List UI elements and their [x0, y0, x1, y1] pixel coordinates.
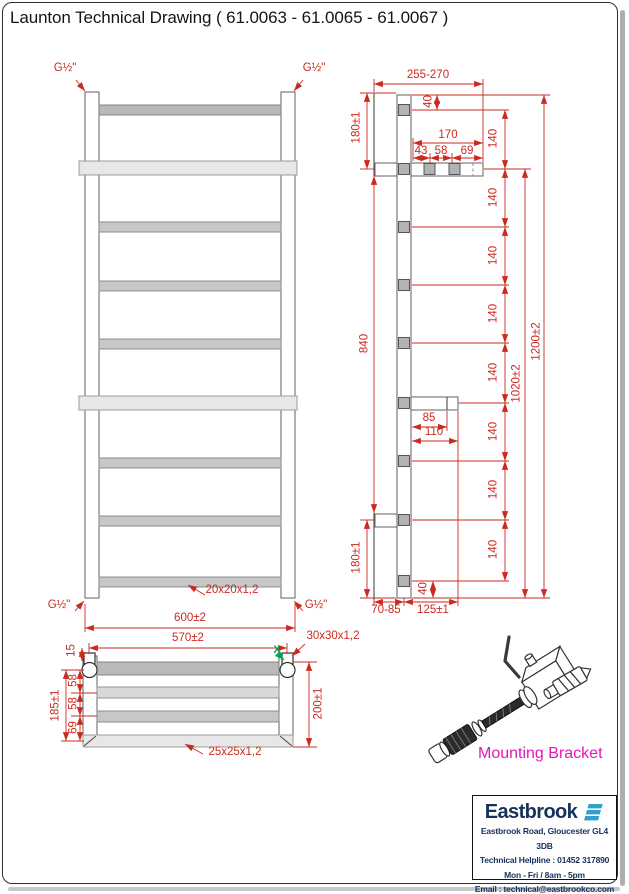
- dim-bracket-seg-a: 43: [414, 145, 428, 157]
- rail-bar: [99, 339, 281, 349]
- dim-bar-pitch: 140: [487, 362, 500, 383]
- pipe-nut-right: [280, 663, 295, 678]
- dim-wall-distance: 255-270: [406, 69, 450, 81]
- green-x-marker: X: [273, 644, 281, 656]
- wall-bracket-plate-bottom: [375, 514, 397, 527]
- dim-bar-pitch: 140: [487, 421, 500, 442]
- dim-bottom-drop: 180±1: [350, 541, 363, 574]
- dim-bracket-seg-b: 58: [434, 145, 448, 157]
- rail-bar: [99, 458, 281, 468]
- dim-depth-right: 200±1: [312, 687, 325, 720]
- dim-bar-pitch: 140: [487, 128, 500, 149]
- dim-bracket-span: 840: [358, 333, 371, 354]
- dim-gap-bottom: 40: [417, 582, 430, 595]
- dim-height-to-bracket: 1020±2: [510, 364, 523, 403]
- corner-tube-spec-label: 30x30x1,2: [306, 630, 360, 642]
- hex-key: [505, 637, 519, 677]
- bar-section: [399, 105, 410, 116]
- wall-bracket-plate-top: [375, 163, 397, 176]
- brand-wordmark: Eastbrook: [484, 800, 578, 823]
- bracket-arm-top: [411, 163, 483, 176]
- dim-mid-a: 85: [422, 412, 436, 424]
- dim-bar-pitch: 140: [487, 245, 500, 266]
- brand-logo: [473, 800, 616, 824]
- fitting-label-bottom-left: G½": [47, 599, 71, 611]
- company-info-box: [472, 795, 617, 894]
- rail-bar: [97, 711, 279, 722]
- bar-section: [399, 398, 410, 409]
- dim-gap-top: 40: [422, 95, 435, 108]
- brand-icon: [582, 803, 604, 822]
- top-view-drawing: [82, 653, 295, 747]
- dim-bar-pitch: 140: [487, 303, 500, 324]
- dim-top-drop: 180±1: [350, 111, 363, 144]
- page-title: Launton Technical Drawing ( 61.0063 - 61.0065 - 61.0067 ): [10, 8, 449, 27]
- bar-section: [399, 576, 410, 587]
- bracket-rail-bar: [79, 396, 297, 410]
- bracket-arm-mid: [411, 397, 458, 410]
- dim-seg-b: 58: [67, 697, 80, 710]
- fitting-label-top-right: G½": [302, 62, 326, 74]
- dim-height-overall: 1200±2: [530, 322, 543, 361]
- bar-section: [399, 280, 410, 291]
- rail-bar: [99, 516, 281, 526]
- dim-offset-top: 15: [65, 644, 78, 657]
- dim-bracket-seg-c: 69: [460, 145, 474, 157]
- mounting-bracket-caption: Mounting Bracket: [478, 745, 603, 762]
- dim-bar-pitch: 140: [487, 479, 500, 500]
- dim-pipe-centres: 570±2: [172, 632, 204, 644]
- pipe-nut-left: [82, 663, 97, 678]
- front-view-drawing: [79, 92, 297, 598]
- fitting-label-top-left: G½": [53, 62, 77, 74]
- bar-section: [399, 515, 410, 526]
- dim-depth-left-total: 185±1: [49, 689, 62, 722]
- rail-bar: [99, 105, 281, 115]
- bar-section: [399, 456, 410, 467]
- dim-seg-a: 58: [67, 674, 80, 687]
- dim-mid-b: 110: [424, 426, 444, 438]
- bar-section: [399, 164, 410, 175]
- rail-bar: [99, 281, 281, 291]
- dim-wall-clearance: 70-85: [371, 604, 401, 616]
- dim-bar-pitch: 140: [487, 187, 500, 208]
- rail-bar: [97, 662, 279, 675]
- bar-section: [399, 338, 410, 349]
- dim-overall-width: 600±2: [174, 612, 206, 624]
- rail-bar: [97, 687, 279, 698]
- bar-section: [424, 164, 435, 175]
- company-helpline: Technical Helpline : 01452 317890: [479, 855, 610, 865]
- dim-seg-c: 69: [67, 721, 80, 734]
- side-view-drawing: [374, 93, 483, 600]
- bar-section: [399, 222, 410, 233]
- company-address: Eastbrook Road, Gloucester GL4 3DB: [480, 826, 609, 851]
- dim-bottom-depth: 125±1: [417, 604, 449, 616]
- company-email: Email : technical@eastbrookco.com: [474, 884, 615, 894]
- rail-bar: [99, 222, 281, 232]
- company-hours: Mon - Fri / 8am - 5pm: [504, 869, 585, 880]
- tube-spec-label: 20x20x1,2: [205, 584, 259, 596]
- dim-bracket-len: 170: [438, 129, 458, 141]
- bar-section: [449, 164, 460, 175]
- bracket-rail-bar: [79, 161, 297, 175]
- bottom-tube-spec-label: 25x25x1,2: [208, 746, 262, 758]
- fitting-label-bottom-right: G½": [304, 599, 328, 611]
- dim-bar-pitch: 140: [487, 539, 500, 560]
